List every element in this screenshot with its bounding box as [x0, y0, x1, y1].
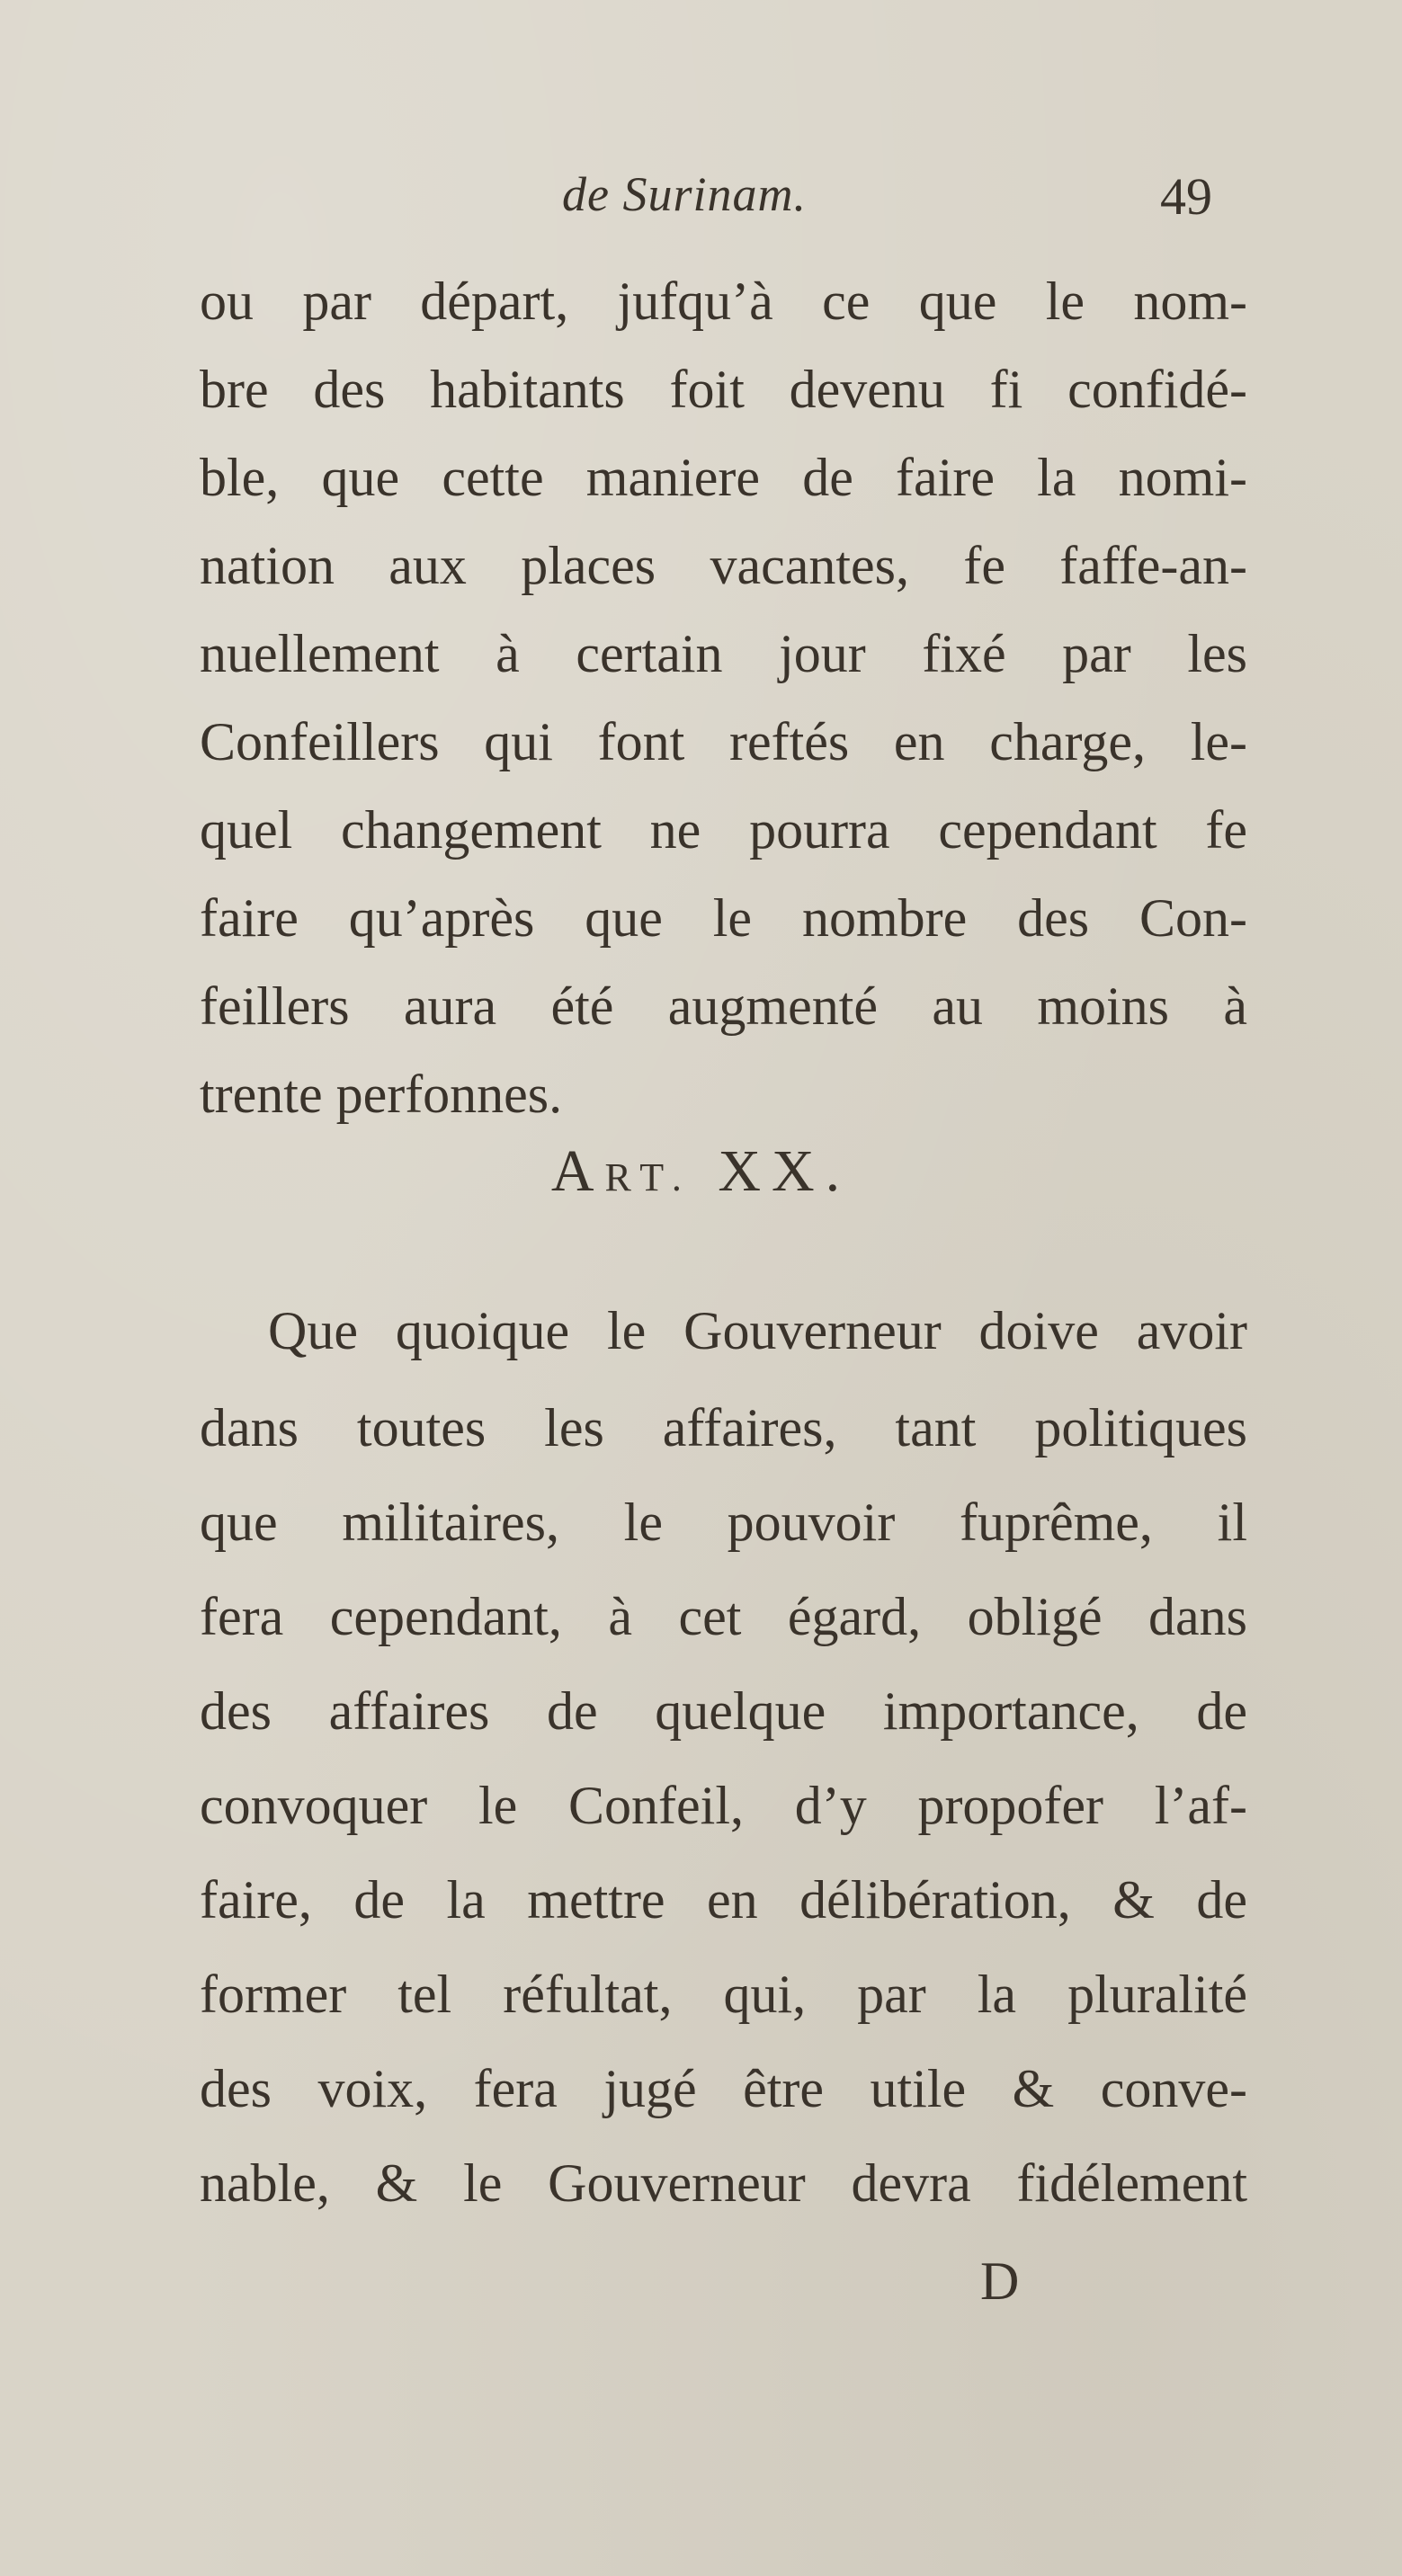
text-line: convoquer le Confeil, d’y propofer l’af-	[200, 1776, 1247, 1835]
article-number: XX.	[718, 1138, 852, 1204]
text-line: nation aux places vacantes, fe faffe-an-	[200, 536, 1247, 595]
text-line: feillers aura été augmenté au moins à	[200, 976, 1247, 1036]
text-line: former tel réfultat, qui, par la pluralité	[200, 1965, 1247, 2024]
text-line: quel changement ne pourra cependant fe	[200, 800, 1247, 860]
article-prefix: A	[550, 1138, 605, 1204]
text-line: ble, que cette maniere de faire la nomi-	[200, 448, 1247, 507]
text-line: nuellement à certain jour fixé par les	[200, 624, 1247, 683]
text-line: dans toutes les affaires, tant politiques	[200, 1398, 1247, 1457]
text-line: fera cependant, à cet égard, obligé dans	[200, 1587, 1247, 1646]
text-line: ou par départ, jufqu’à ce que le nom-	[200, 272, 1247, 331]
text-line: des affaires de quelque importance, de	[200, 1681, 1247, 1741]
text-line: bre des habitants foit devenu fi confidé-	[200, 360, 1247, 419]
signature-mark: D	[980, 2251, 1020, 2311]
running-head	[0, 166, 1402, 238]
text-line: faire, de la mettre en délibération, & de	[200, 1870, 1247, 1930]
text-line: trente perfonnes.	[200, 1065, 563, 1124]
text-line: Que quoique le Gouverneur doive avoir	[268, 1301, 1247, 1360]
text-line: Confeillers qui font reftés en charge, le-	[200, 712, 1247, 771]
article-heading	[0, 1137, 1402, 1206]
article-prefix-small: RT.	[604, 1155, 692, 1199]
running-title: de Surinam.	[562, 167, 807, 221]
text-line: faire qu’après que le nombre des Con-	[200, 888, 1247, 948]
text-line: des voix, fera jugé être utile & conve-	[200, 2059, 1247, 2118]
page-number: 49	[1160, 167, 1212, 226]
text-line: que militaires, le pouvoir fuprême, il	[200, 1493, 1247, 1552]
text-line: nable, & le Gouverneur devra fidélement	[200, 2153, 1247, 2213]
